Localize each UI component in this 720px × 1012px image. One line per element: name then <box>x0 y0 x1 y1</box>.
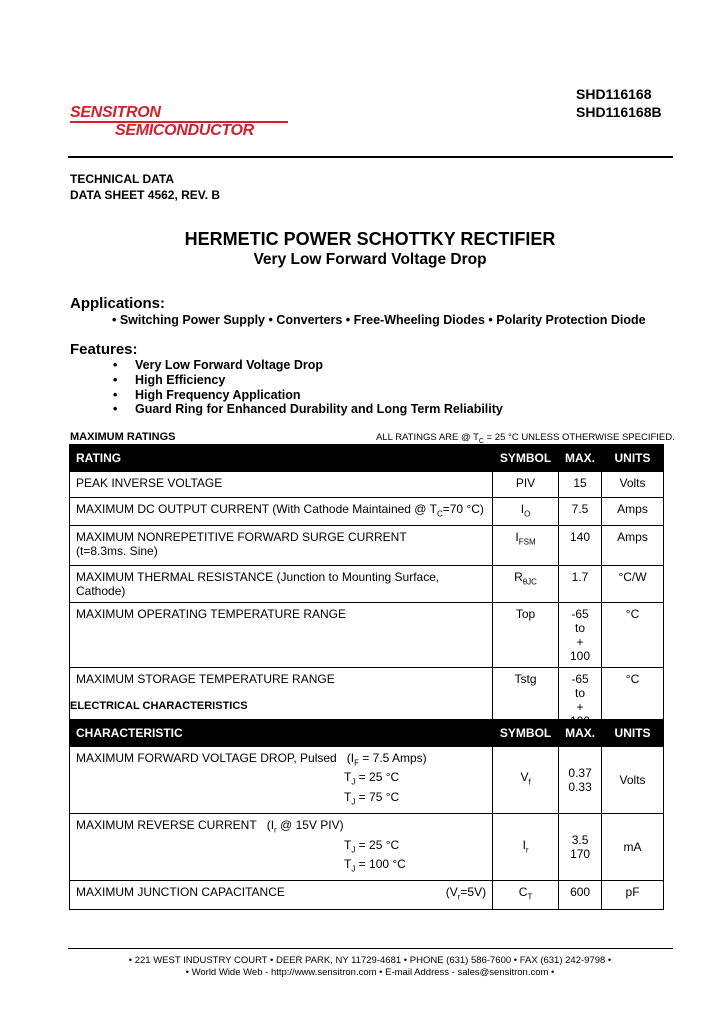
ratings-note: ALL RATINGS ARE @ $T_C = 25$ °C UNLESS OTHERWISE SPECIFIED. <box>376 432 675 445</box>
table-row: MAXIMUM DC OUTPUT CURRENT (With Cathode Maintained @ $T_C=70$ °C) $I_O$ 7.5 Amps <box>70 498 664 526</box>
part-number-1: SHD116168 <box>576 86 652 102</box>
table-row: MAXIMUM STORAGE TEMPERATURE RANGE Tstg -65 to + °C <box>70 668 664 733</box>
electrical-heading: ELECTRICAL CHARACTERISTICS <box>70 700 248 712</box>
bullet: • <box>113 373 118 387</box>
col-units: UNITS <box>602 720 664 747</box>
feature-item: • High Efficiency <box>113 373 226 387</box>
footer-web: • World Wide Web - http://www.sensitron.com • E-mail Address - sales@sensitron.com • <box>185 967 555 978</box>
col-symbol: SYMBOL <box>493 445 559 472</box>
technical-data-label: TECHNICAL DATA <box>70 172 174 186</box>
table-header-row <box>70 720 664 747</box>
table-row: MAXIMUM NONREPETITIVE FORWARD SURGE CURRENT (t=8.3ms. Sine) $I_{FSM}$ 140 Amps <box>70 526 664 566</box>
footer-divider <box>68 948 673 949</box>
feature-item: • High Frequency Application <box>113 388 301 402</box>
electrical-table <box>69 719 664 910</box>
logo-semiconductor: SEMICONDUCTOR <box>115 122 254 139</box>
col-characteristic: CHARACTERISTIC <box>70 720 493 747</box>
data-sheet-label: DATA SHEET 4562, REV. B <box>70 188 221 202</box>
part-number-2: SHD116168B <box>576 104 662 120</box>
applications-list: • Switching Power Supply • Converters • Free-Wheeling Diodes • Polarity Protection Diode <box>112 313 646 327</box>
bullet: • <box>113 402 118 416</box>
header-divider <box>68 156 673 158</box>
col-units: UNITS <box>602 445 664 472</box>
applications-heading: Applications: <box>70 295 166 312</box>
col-max: MAX. <box>559 720 602 747</box>
col-rating: RATING <box>70 445 493 472</box>
table-row: MAXIMUM REVERSE CURRENT ($I_r$ @ 15V PIV) $T_J = 25$ °C $T_J = 100$ °C $I_r$ 3.5 170 mA <box>70 814 664 881</box>
table-row: PEAK INVERSE VOLTAGE PIV 15 Volts <box>70 472 664 498</box>
col-max: MAX. <box>559 445 602 472</box>
logo-sensitron: SENSITRON <box>70 104 161 121</box>
table-header-row <box>70 445 664 472</box>
page-subtitle: Very Low Forward Voltage Drop <box>253 251 487 268</box>
table-row: MAXIMUM OPERATING TEMPERATURE RANGE Top -65 to + 100 °C <box>70 603 664 668</box>
table-row: MAXIMUM THERMAL RESISTANCE (Junction to Mounting Surface, Cathode) $R_{\theta JC}$ 1.7 °C/W <box>70 566 664 603</box>
table-row: MAXIMUM JUNCTION CAPACITANCE $(V_r=5V)$ $C_T$ 600 pF <box>70 881 664 909</box>
bullet: • <box>113 358 118 372</box>
max-ratings-table <box>69 444 664 733</box>
feature-item: • Guard Ring for Enhanced Durability and Long Term Reliability <box>113 402 503 416</box>
max-ratings-heading: MAXIMUM RATINGS <box>70 431 176 443</box>
table-row: MAXIMUM FORWARD VOLTAGE DROP, Pulsed ($I_F = 7.5$ Amps) $T_J = 25$ °C $T_J = 75$ °C $V_f$ 0.37 0.33 Volts <box>70 747 664 814</box>
footer-address: • 221 WEST INDUSTRY COURT • DEER PARK, NY 11729-4681 • PHONE (631) 586-7600 • FAX (631) 242-9798 • <box>128 955 612 966</box>
page-title: HERMETIC POWER SCHOTTKY RECTIFIER <box>184 229 556 249</box>
col-symbol: SYMBOL <box>493 720 559 747</box>
features-heading: Features: <box>70 341 138 358</box>
bullet: • <box>113 388 118 402</box>
feature-item: • Very Low Forward Voltage Drop <box>113 358 323 372</box>
